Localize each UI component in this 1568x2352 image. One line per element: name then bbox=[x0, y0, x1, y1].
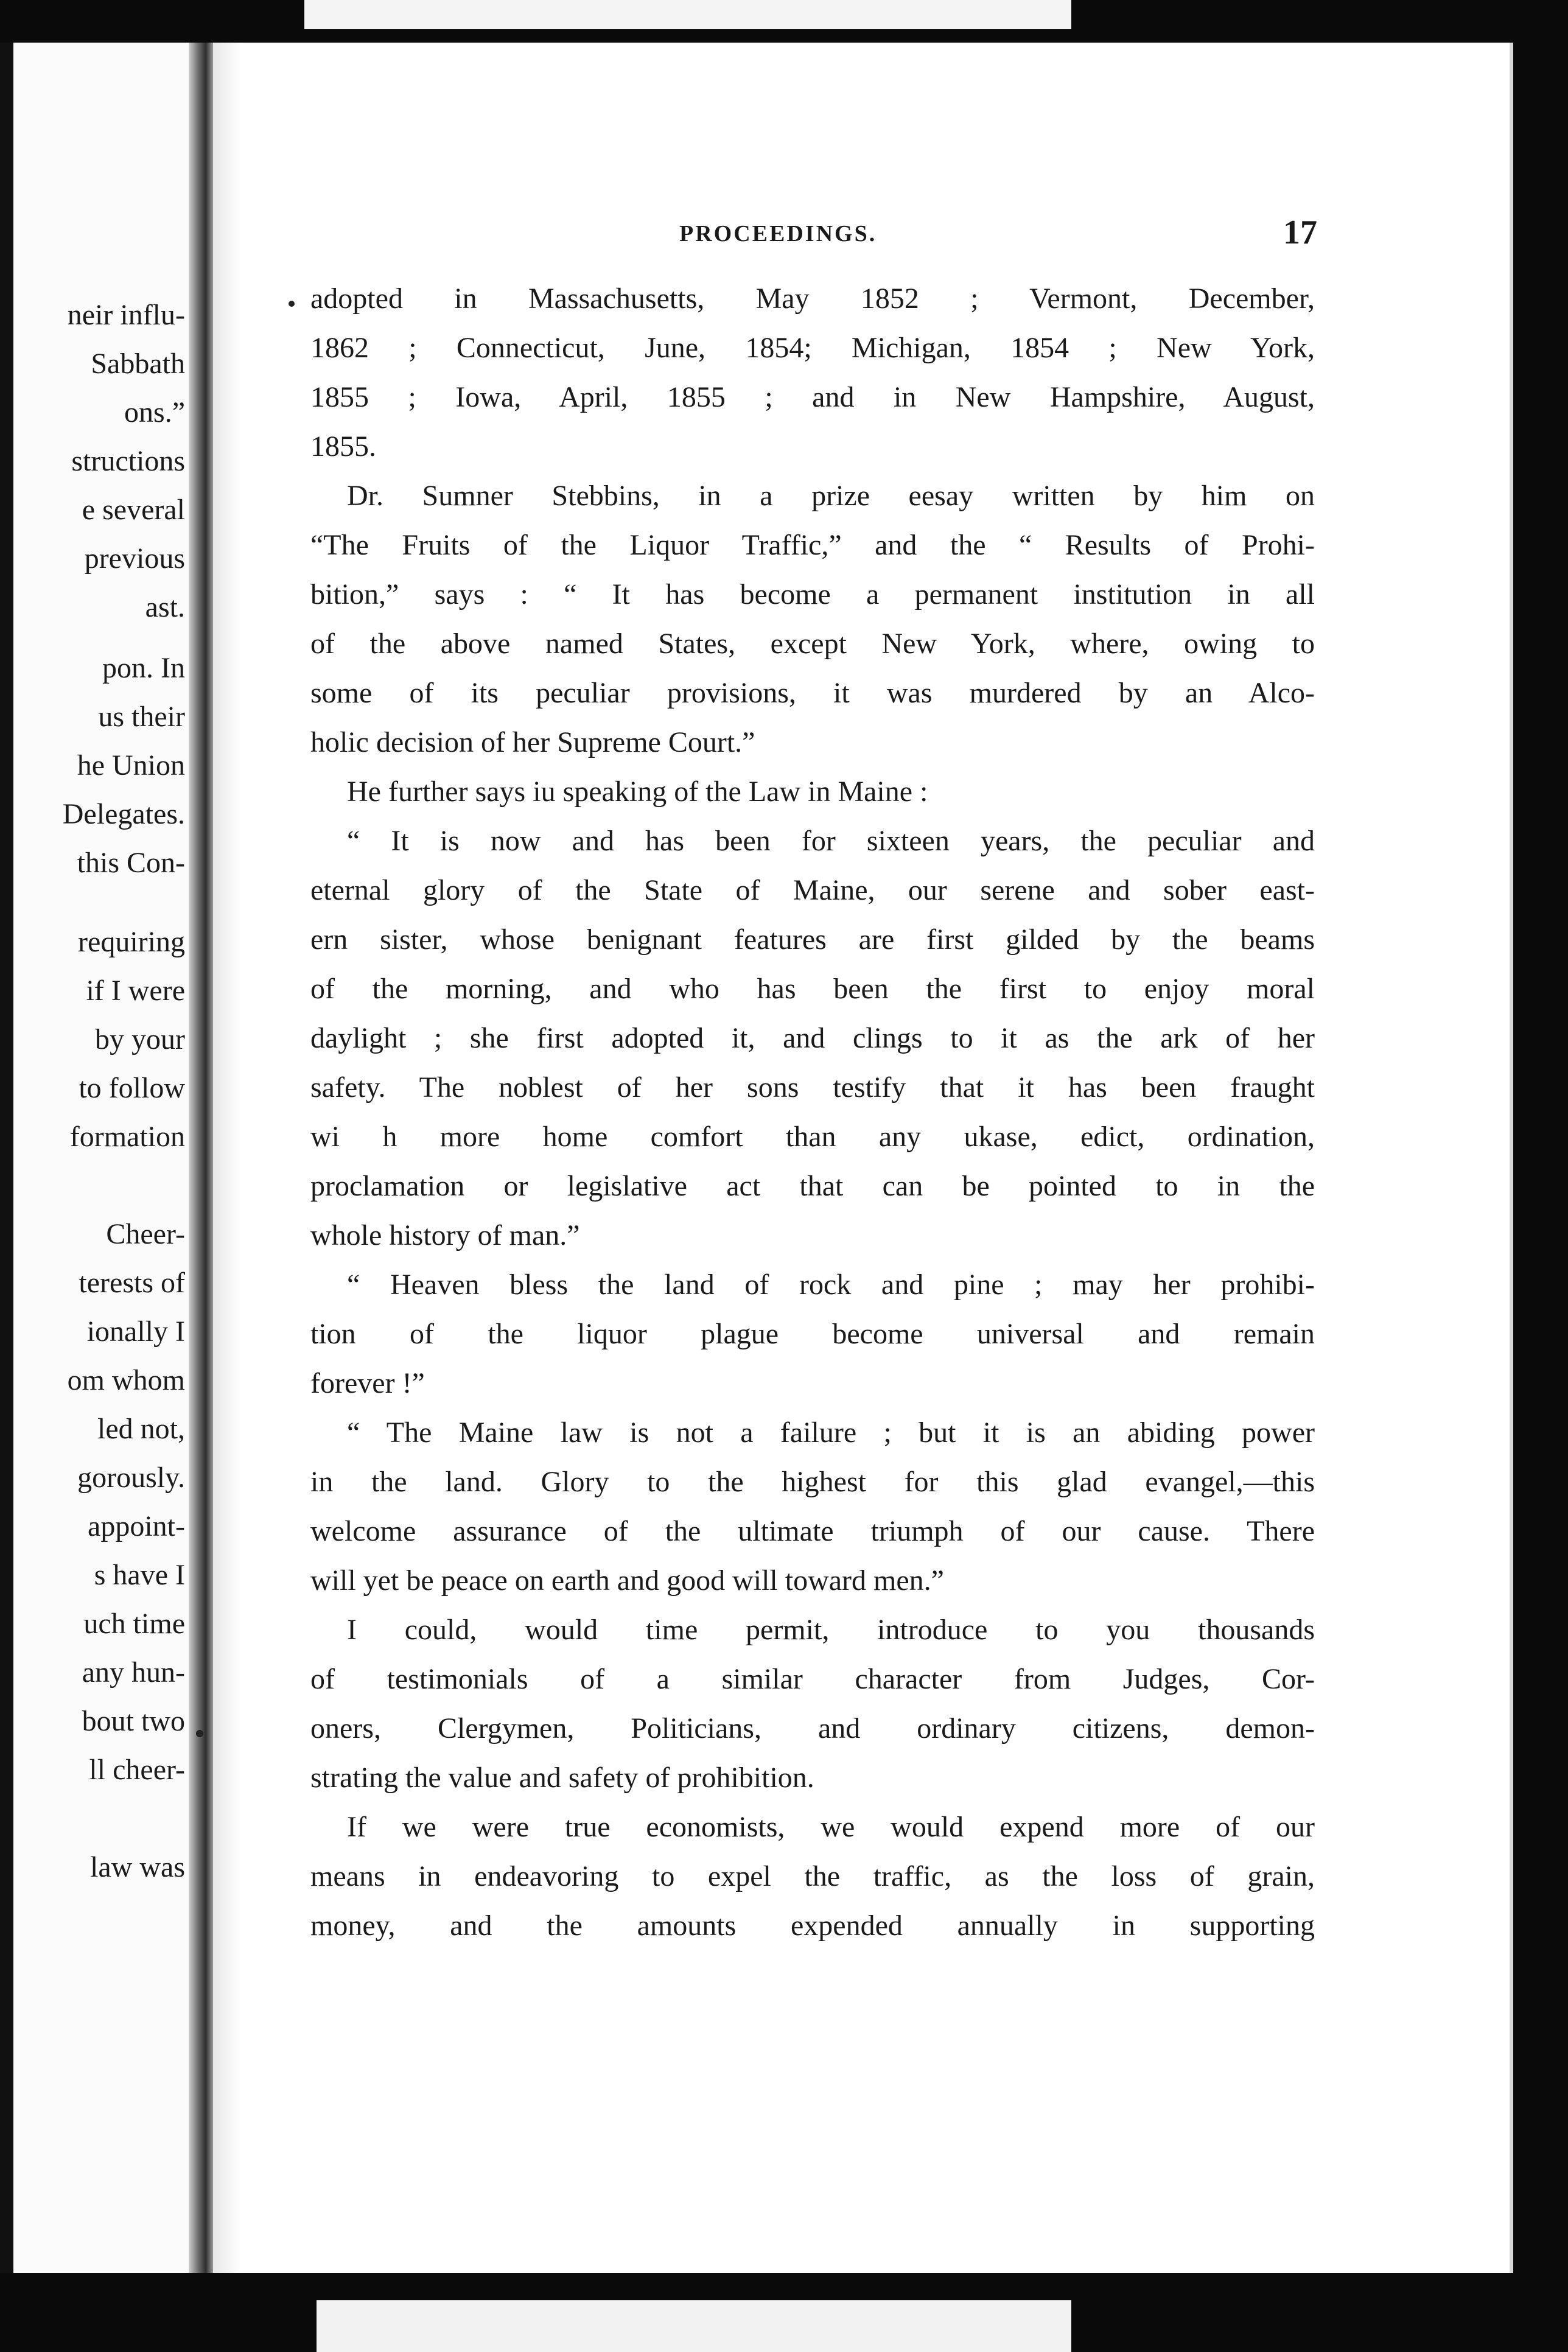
left-page-line: pon. In bbox=[102, 652, 185, 684]
text-line: welcome assurance of the ultimate triumph of our cause. There bbox=[310, 1515, 1315, 1547]
left-page-line: ll cheer- bbox=[89, 1754, 185, 1786]
left-page-line: previous bbox=[84, 542, 185, 575]
left-page-line: neir influ- bbox=[67, 299, 185, 331]
left-page bbox=[13, 43, 196, 2273]
text-line: wi h more home comfort than any ukase, edict, ordination, bbox=[310, 1121, 1315, 1153]
left-page-line: if I were bbox=[86, 975, 185, 1007]
text-line: forever !” bbox=[310, 1367, 425, 1399]
left-page-line: gorously. bbox=[77, 1461, 185, 1494]
scan-frame-bottom-gap bbox=[317, 2300, 1071, 2352]
text-line: some of its peculiar provisions, it was murdered by an Alco- bbox=[310, 677, 1315, 709]
text-line: 1855. bbox=[310, 430, 376, 463]
text-line: “ It is now and has been for sixteen years, the peculiar and bbox=[347, 825, 1315, 857]
left-page-line: e several bbox=[82, 494, 185, 526]
left-page-line: ast. bbox=[145, 591, 185, 623]
text-line: He further says iu speaking of the Law in Maine : bbox=[347, 775, 928, 808]
left-page-line: s have I bbox=[94, 1559, 185, 1591]
left-page-line: terests of bbox=[79, 1267, 185, 1299]
left-page-line: this Con- bbox=[77, 847, 185, 879]
left-page-line: Delegates. bbox=[62, 798, 185, 830]
left-page-line: structions bbox=[71, 445, 185, 477]
left-page-line: ons.” bbox=[124, 396, 185, 429]
page-header bbox=[241, 214, 1513, 265]
text-line: proclamation or legislative act that can be pointed to in the bbox=[310, 1170, 1315, 1202]
scan-frame-right bbox=[1513, 0, 1568, 2352]
page-gutter bbox=[213, 43, 241, 2273]
left-page-line: formation bbox=[69, 1121, 185, 1153]
text-line: strating the value and safety of prohibition. bbox=[310, 1762, 814, 1794]
left-page-line: any hun- bbox=[82, 1656, 185, 1689]
text-line: holic decision of her Supreme Court.” bbox=[310, 726, 755, 758]
text-line: ern sister, whose benignant features are first gilded by the beams bbox=[310, 923, 1315, 956]
left-page-line: requiring bbox=[78, 926, 185, 958]
text-line: tion of the liquor plague become universal and remain bbox=[310, 1318, 1315, 1350]
text-line: whole history of man.” bbox=[310, 1219, 580, 1251]
left-page-line: Cheer- bbox=[106, 1218, 185, 1250]
body-text bbox=[310, 274, 1315, 1950]
margin-mark bbox=[289, 301, 295, 307]
text-line: “ The Maine law is not a failure ; but it is an abiding power bbox=[347, 1416, 1315, 1449]
text-line: money, and the amounts expended annually in supporting bbox=[310, 1909, 1315, 1942]
text-line: of the above named States, except New York, where, owing to bbox=[310, 628, 1315, 660]
text-line: “The Fruits of the Liquor Traffic,” and the “ Results of Prohi- bbox=[310, 529, 1315, 561]
scan-frame-top-gap bbox=[304, 0, 1071, 29]
left-page-line: law was bbox=[90, 1851, 185, 1883]
scan-frame-left bbox=[0, 43, 13, 2273]
text-line: eternal glory of the State of Maine, our serene and sober east- bbox=[310, 874, 1315, 906]
text-line: bition,” says : “ It has become a permanent institution in all bbox=[310, 578, 1315, 611]
text-line: 1855 ; Iowa, April, 1855 ; and in New Hampshire, August, bbox=[310, 381, 1315, 413]
main-page bbox=[241, 43, 1513, 2273]
text-line: If we were true economists, we would expend more of our bbox=[347, 1811, 1315, 1843]
text-line: in the land. Glory to the highest for this glad evangel,—this bbox=[310, 1466, 1315, 1498]
left-page-line: by your bbox=[95, 1023, 185, 1055]
left-page-line: us their bbox=[98, 701, 185, 733]
text-line: means in endeavoring to expel the traffic, as the loss of grain, bbox=[310, 1860, 1315, 1892]
running-head: PROCEEDINGS. bbox=[679, 221, 877, 247]
text-line: “ Heaven bless the land of rock and pine ; may her prohibi- bbox=[347, 1269, 1315, 1301]
left-page-line: ionally I bbox=[86, 1315, 185, 1348]
text-line: I could, would time permit, introduce to you thousands bbox=[347, 1614, 1315, 1646]
left-page-line: he Union bbox=[77, 749, 185, 782]
left-page-line: uch time bbox=[83, 1608, 185, 1640]
left-page-line: om whom bbox=[67, 1364, 185, 1396]
text-line: adopted in Massachusetts, May 1852 ; Vermont, December, bbox=[310, 282, 1315, 315]
text-line: will yet be peace on earth and good will toward men.” bbox=[310, 1564, 944, 1597]
left-page-line: appoint- bbox=[88, 1510, 185, 1542]
page-number: 17 bbox=[1283, 214, 1317, 251]
margin-mark bbox=[196, 1730, 203, 1737]
left-page-line: bout two bbox=[82, 1705, 185, 1737]
text-line: safety. The noblest of her sons testify that it has been fraught bbox=[310, 1071, 1315, 1104]
text-line: of the morning, and who has been the first to enjoy moral bbox=[310, 973, 1315, 1005]
left-page-line: Sabbath bbox=[91, 348, 185, 380]
text-line: daylight ; she first adopted it, and clings to it as the ark of her bbox=[310, 1022, 1315, 1054]
text-line: 1862 ; Connecticut, June, 1854; Michigan, 1854 ; New York, bbox=[310, 332, 1315, 364]
left-page-line: led not, bbox=[97, 1413, 185, 1445]
text-line: oners, Clergymen, Politicians, and ordinary citizens, demon- bbox=[310, 1712, 1315, 1745]
page-binding-shadow bbox=[189, 43, 213, 2273]
text-line: of testimonials of a similar character from Judges, Cor- bbox=[310, 1663, 1315, 1695]
left-page-line: to follow bbox=[79, 1072, 185, 1104]
text-line: Dr. Sumner Stebbins, in a prize eesay written by him on bbox=[347, 480, 1315, 512]
